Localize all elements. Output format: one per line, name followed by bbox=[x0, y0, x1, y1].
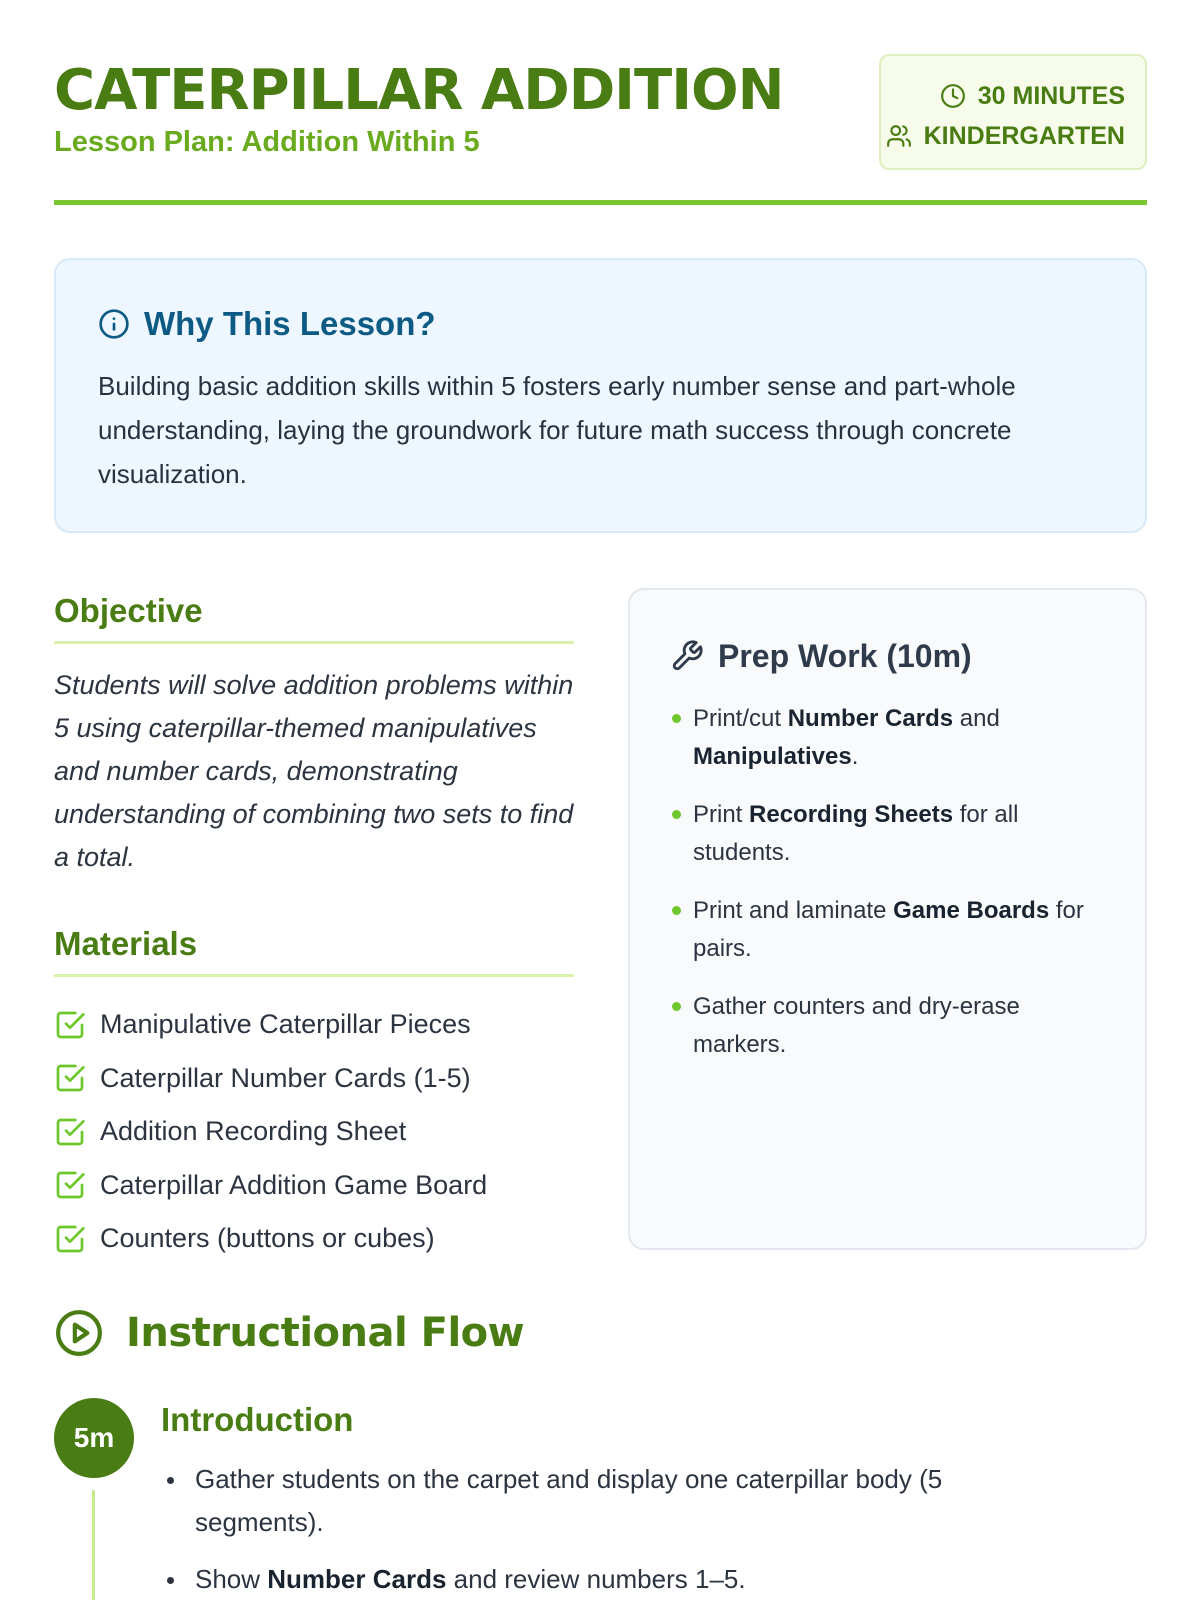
instructional-flow-title: Instructional Flow bbox=[126, 1310, 525, 1356]
objective-text: Students will solve addition problems within 5 using caterpillar-themed manipulatives and number cards, demonstrating understanding of combining two sets to find a total. bbox=[54, 670, 574, 872]
prep-work-header bbox=[670, 632, 1105, 680]
grade-row bbox=[881, 116, 1125, 156]
materials-header bbox=[54, 925, 574, 977]
prep-item: Gather counters and dry-erase markers. bbox=[670, 988, 1105, 1064]
material-label: Addition Recording Sheet bbox=[100, 1116, 407, 1147]
why-lesson-text: Building basic addition skills within 5 fosters early number sense and part-whole understanding, laying the groundwork for future math success through concrete visualization. bbox=[98, 371, 1016, 489]
material-item bbox=[54, 1212, 574, 1266]
prep-item: Print Recording Sheets for all students. bbox=[670, 796, 1105, 872]
prep-work-title: Prep Work (10m) bbox=[718, 637, 972, 674]
prep-item: Print/cut Number Cards and Manipulatives. bbox=[670, 700, 1105, 776]
users-icon bbox=[886, 123, 912, 149]
material-label: Caterpillar Number Cards (1-5) bbox=[100, 1062, 471, 1093]
check-square-icon bbox=[54, 1062, 86, 1094]
material-label: Manipulative Caterpillar Pieces bbox=[100, 1009, 471, 1040]
step-bullet: Show Number Cards and review numbers 1–5. bbox=[161, 1558, 1041, 1600]
grade-label: KINDERGARTEN bbox=[923, 121, 1125, 150]
material-item bbox=[54, 1052, 574, 1106]
why-lesson-header bbox=[98, 302, 1103, 346]
check-square-icon bbox=[54, 1116, 86, 1148]
lesson-plan-page bbox=[54, 0, 1147, 1594]
material-item bbox=[54, 1159, 574, 1213]
material-item bbox=[54, 998, 574, 1052]
step-bullet-list bbox=[161, 1458, 1041, 1600]
step-time-badge: 5m bbox=[54, 1398, 134, 1478]
check-square-icon bbox=[54, 1169, 86, 1201]
info-icon bbox=[98, 308, 130, 340]
prep-work-list bbox=[670, 700, 1105, 1064]
materials-title: Materials bbox=[54, 925, 198, 962]
page-subtitle: Lesson Plan: Addition Within 5 bbox=[54, 126, 480, 158]
objective-title: Objective bbox=[54, 592, 203, 629]
wrench-icon bbox=[670, 639, 704, 673]
duration-label: 30 MINUTES bbox=[977, 81, 1125, 110]
duration-row bbox=[881, 76, 1125, 116]
meta-box bbox=[879, 54, 1147, 170]
objective-header bbox=[54, 592, 574, 644]
prep-item: Print and laminate Game Boards for pairs. bbox=[670, 892, 1105, 968]
check-square-icon bbox=[54, 1223, 86, 1255]
page-title: CATERPILLAR ADDITION bbox=[54, 58, 784, 123]
header bbox=[54, 0, 1147, 205]
prep-work-card bbox=[628, 588, 1147, 1250]
material-label: Counters (buttons or cubes) bbox=[100, 1223, 435, 1254]
check-square-icon bbox=[54, 1009, 86, 1041]
play-circle-icon bbox=[54, 1308, 104, 1358]
materials-list bbox=[54, 998, 574, 1266]
why-lesson-title: Why This Lesson? bbox=[144, 305, 436, 342]
instructional-flow-header bbox=[54, 1304, 524, 1362]
timeline-line bbox=[92, 1490, 95, 1600]
clock-icon bbox=[940, 83, 966, 109]
material-label: Caterpillar Addition Game Board bbox=[100, 1169, 488, 1200]
step-title: Introduction bbox=[161, 1401, 354, 1438]
material-item bbox=[54, 1105, 574, 1159]
why-lesson-box bbox=[54, 258, 1147, 533]
step-bullet: Gather students on the carpet and display one caterpillar body (5 segments). bbox=[161, 1458, 1041, 1544]
